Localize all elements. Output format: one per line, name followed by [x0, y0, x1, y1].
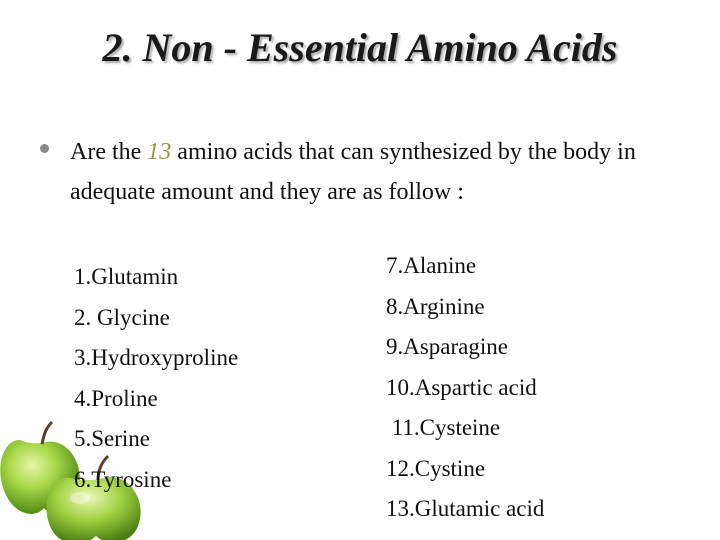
list-item: 13.Glutamic acid	[386, 496, 545, 521]
list-item: 4.Proline	[74, 385, 158, 411]
bullet-icon	[40, 144, 49, 153]
amino-acid-list-right	[386, 246, 544, 530]
list-item: 9.Asparagine	[386, 334, 508, 359]
amino-acid-list-left	[74, 257, 238, 500]
bullet-suffix: amino acids that can synthesized by the body in adequate amount and they are as follow :	[70, 139, 636, 205]
list-item: 8.Arginine	[386, 293, 485, 319]
list-item: 12.Cystine	[386, 455, 486, 481]
list-item: 7.Alanine	[386, 253, 477, 278]
list-item: 6.Tyrosine	[74, 466, 172, 492]
list-item: 5.Serine	[74, 426, 151, 451]
bullet-prefix: Are the	[70, 139, 148, 165]
list-item: 1.Glutamin	[74, 264, 179, 289]
bullet-highlight-count: 13	[147, 139, 172, 165]
bullet-text	[70, 132, 670, 212]
slide-title: 2. Non - Essential Amino Acids	[102, 25, 618, 70]
list-item: 11.Cysteine	[386, 415, 501, 440]
list-item: 10.Aspartic acid	[386, 374, 537, 400]
list-item: 3.Hydroxyproline	[74, 345, 239, 370]
list-item: 2. Glycine	[74, 304, 170, 330]
